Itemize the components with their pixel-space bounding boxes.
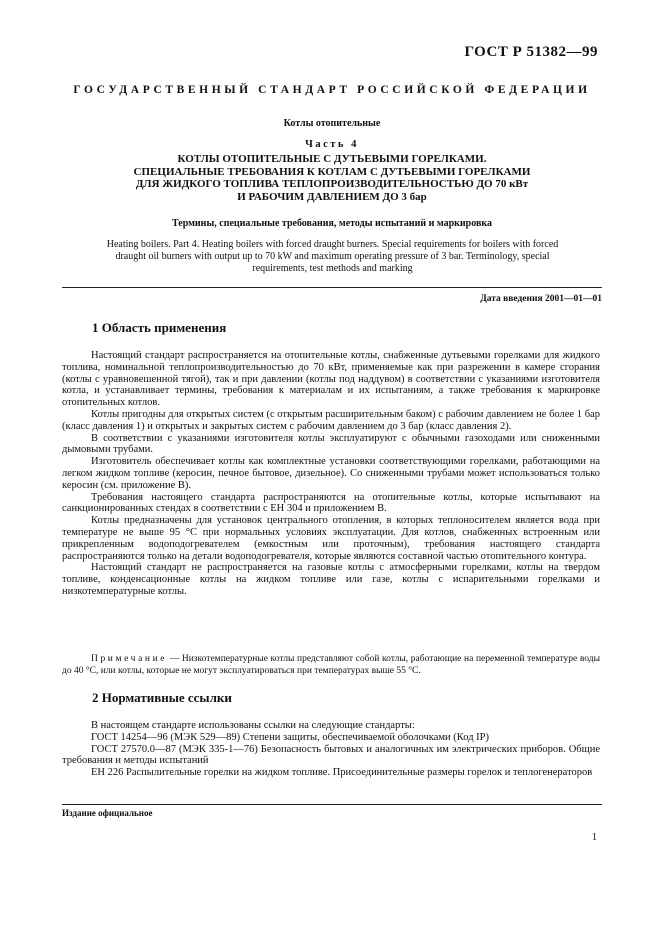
paragraph: Настоящий стандарт не распространяется на газовые котлы с атмосферными горелками, котлы на твердом топливе, конденсационные котлы на жидком топливе или газе, котлы с испарительными горелками и низкотемпературные котлы. [62,562,600,597]
main-title [62,153,602,203]
main-title-line: И РАБОЧИМ ДАВЛЕНИЕМ ДО 3 бар [237,190,427,203]
paragraph: Котлы пригодны для открытых систем (с открытым расширительным баком) с рабочим давлением не более 1 бар (класс давления 1) и открытых и закрытых систем с рабочим давлением до 3 бар (класс давления 2). [62,408,600,432]
reference-item: ГОСТ 14254—96 (МЭК 529—89) Степени защиты, обеспечиваемой оболочками (Код IP) [91,731,490,743]
section-1-body [62,350,600,598]
page-number: 1 [592,832,597,843]
main-title-line: КОТЛЫ ОТОПИТЕЛЬНЫЕ С ДУТЬЕВЫМИ ГОРЕЛКАМИ. [177,153,487,165]
references-list [62,720,600,779]
edition-label: Издание официальное [62,808,153,818]
reference-item: ЕН 226 Распылительные горелки на жидком топливе. Присоединительные размеры горелок и теплогенераторов [91,767,593,779]
english-title [75,239,590,275]
note [62,654,600,677]
subtitle: Термины, специальные требования, методы испытаний и маркировка [171,218,493,229]
english-title-line: Heating boilers. Part 4. Heating boilers with forced draught burners. Special requirements for boilers with forced [106,239,559,250]
standard-title: ГОСУДАРСТВЕННЫЙ СТАНДАРТ РОССИЙСКОЙ ФЕДЕРАЦИИ [73,84,591,96]
paragraph: Требования настоящего стандарта распространяются на отопительные котлы, которые испытывают на санкционированных стендах в соответствии с ЕН 304 и приложением В. [62,491,600,515]
gost-number: ГОСТ Р 51382—99 [464,44,598,60]
paragraph: Изготовитель обеспечивает котлы как комплектные установки соответствующими горелками, работающими на легком жидком топливе (керосин, печное бытовое, дизельное). Со сниженными трубами может использоваться только керосин (см. приложение В). [62,456,600,491]
part-title: Часть 4 [305,139,359,150]
english-title-line: requirements, test methods and marking [252,263,413,274]
main-title-line: ДЛЯ ЖИДКОГО ТОПЛИВА ТЕПЛОПРОИЗВОДИТЕЛЬНОСТЬЮ ДО 70 кВт [135,178,529,190]
english-title-line: draught oil burners with output up to 70 kW and maximum operating pressure of 3 bar. Terminology, special [115,251,550,262]
reference-item: ГОСТ 27570.0—87 (МЭК 335-1—76) Безопасность бытовых и аналогичных им электрических приборов. Общие требования и методы испытаний [62,743,600,767]
note-text: — Низкотемпературные котлы представляют собой котлы, работающие на переменной температуре воды до 40 °С, или котлы, которые не могут эксплуатироваться при температурах выше 55 °С. [62,654,600,676]
references-intro: В настоящем стандарте использованы ссылки на следующие стандарты: [91,720,415,731]
document-pre-title: Котлы отопительные [283,118,381,129]
section-1-heading: 1 Область применения [92,320,227,335]
paragraph: Настоящий стандарт распространяется на отопительные котлы, снабженные дутьевыми горелками для жидкого топлива, номинальной теплопроизводительностью до 70 кВт, применяемые как при разрежении в камере сгорания (котлы с уравновешенной тягой), так и при давлении (котлы под наддувом) в соответствии с указаниями изготовителя котла, и устанавливает термины, требования к материалам и их испытаниям, а также требования к маркировке отопительных котлов. [62,350,600,409]
introduction-date: Дата введения 2001—01—01 [480,294,602,304]
title-divider [62,287,602,288]
footer-divider [62,804,602,805]
note-label: Примечание [91,654,168,664]
paragraph: В соответствии с указаниями изготовителя котлы эксплуатируют с обычными газоходами или сниженными дымовыми трубами. [62,432,600,456]
paragraph: Котлы предназначены для установок центрального отопления, в которых теплоносителем является вода при температуре не выше 95 °С при нормальных условиях эксплуатации. Для котлов, снабженных встроенным или прикрепленным водоподогревателем (емкостным или проточным), требования настоящего стандарта распространяются только на детали водоподогревателя, которые являются составной частью отопительного контура. [62,515,600,562]
main-title-line: СПЕЦИАЛЬНЫЕ ТРЕБОВАНИЯ К КОТЛАМ С ДУТЬЕВЫМИ ГОРЕЛКАМИ [133,165,531,178]
section-2-heading: 2 Нормативные ссылки [92,690,232,705]
